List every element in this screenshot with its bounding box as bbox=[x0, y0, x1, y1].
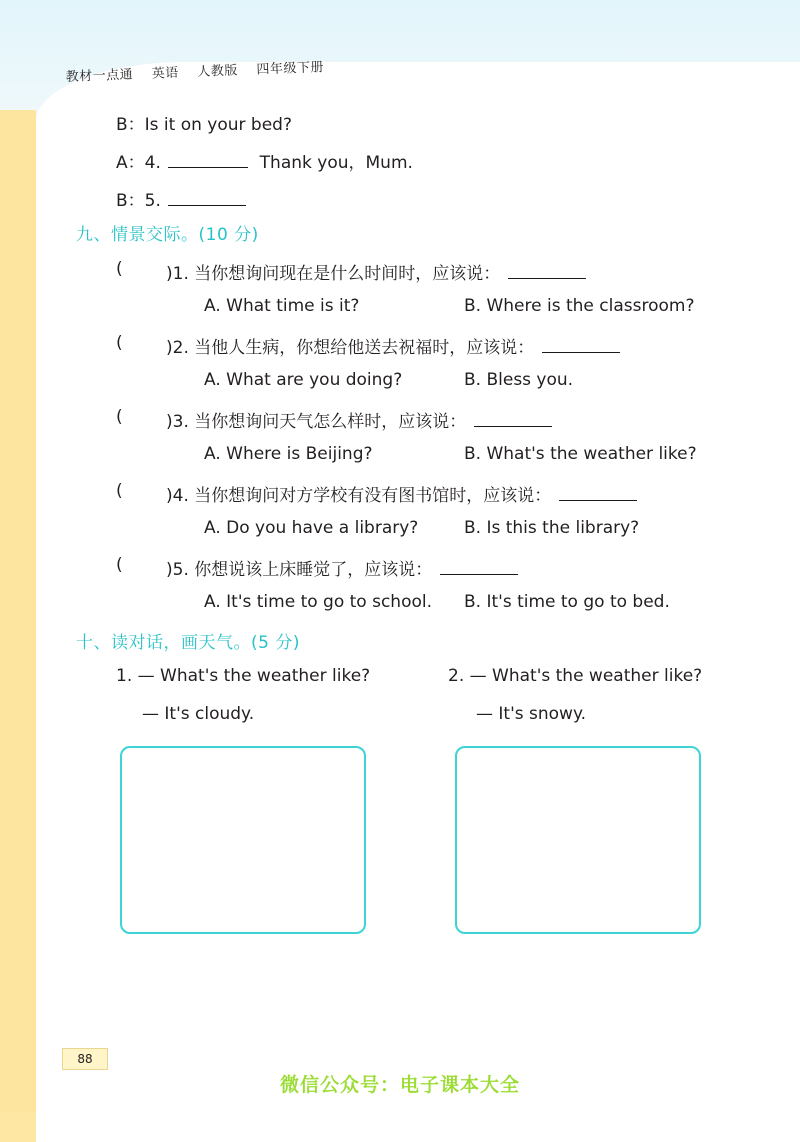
section9-title: 九、情景交际。(10 分) bbox=[76, 225, 259, 245]
item1-option-b[interactable]: B. Where is the classroom? bbox=[464, 296, 695, 316]
item4-blank[interactable] bbox=[559, 499, 637, 501]
answer-paren-1[interactable]: ( bbox=[116, 259, 123, 279]
page-number: 88 bbox=[62, 1048, 108, 1070]
item5-num: )5. bbox=[166, 560, 189, 580]
item2-option-a[interactable]: A. What are you doing? bbox=[204, 370, 403, 390]
item5-question bbox=[166, 555, 518, 580]
item1-option-a[interactable]: A. What time is it? bbox=[204, 296, 360, 316]
answer-paren-3[interactable]: ( bbox=[116, 407, 123, 427]
item2-blank[interactable] bbox=[542, 351, 620, 353]
item3-option-b[interactable]: B. What's the weather like? bbox=[464, 444, 697, 464]
dialogue-a4 bbox=[116, 148, 413, 173]
item1-question bbox=[166, 259, 586, 284]
header-book: 教材一点通 bbox=[65, 67, 134, 85]
q2-answer: — It's snowy. bbox=[476, 704, 586, 724]
answer-paren-5[interactable]: ( bbox=[116, 555, 123, 575]
q1-answer: — It's cloudy. bbox=[142, 704, 255, 724]
answer-paren-2[interactable]: ( bbox=[116, 333, 123, 353]
item3-question bbox=[166, 407, 552, 432]
header-grade: 四年级下册 bbox=[256, 60, 325, 78]
q2-question: 2. — What's the weather like? bbox=[448, 666, 703, 686]
item2-num: )2. bbox=[166, 338, 189, 358]
header-edition: 人教版 bbox=[197, 63, 239, 80]
section10-title: 十、读对话，画天气。(5 分) bbox=[76, 633, 300, 653]
item4-option-a[interactable]: A. Do you have a library? bbox=[204, 518, 419, 538]
item4-question bbox=[166, 481, 637, 506]
item5-prompt: 你想说该上床睡觉了，应该说： bbox=[194, 560, 433, 580]
dialogue-b-question: B：Is it on your bed? bbox=[116, 115, 293, 135]
dialogue-a4-prefix: A：4. bbox=[116, 153, 161, 173]
item5-blank[interactable] bbox=[440, 573, 518, 575]
item3-blank[interactable] bbox=[474, 425, 552, 427]
left-margin-stripe bbox=[0, 110, 36, 1113]
answer-blank-5[interactable] bbox=[168, 204, 246, 206]
answer-blank-4[interactable] bbox=[168, 166, 248, 168]
watermark: 微信公众号：电子课本大全 bbox=[279, 1074, 520, 1096]
dialogue-a4-suffix: Thank you，Mum. bbox=[259, 153, 413, 173]
item3-num: )3. bbox=[166, 412, 189, 432]
answer-paren-4[interactable]: ( bbox=[116, 481, 123, 501]
drawing-box-2[interactable] bbox=[455, 746, 701, 934]
item4-option-b[interactable]: B. Is this the library? bbox=[464, 518, 640, 538]
item3-option-a[interactable]: A. Where is Beijing? bbox=[204, 444, 373, 464]
drawing-box-1[interactable] bbox=[120, 746, 366, 934]
dialogue-b5 bbox=[116, 186, 246, 211]
item1-num: )1. bbox=[166, 264, 189, 284]
item1-blank[interactable] bbox=[508, 277, 586, 279]
item5-option-a[interactable]: A. It's time to go to school. bbox=[204, 592, 433, 612]
item4-num: )4. bbox=[166, 486, 189, 506]
dialogue-b5-prefix: B：5. bbox=[116, 191, 161, 211]
item2-question bbox=[166, 333, 620, 358]
item4-prompt: 当你想询问对方学校有没有图书馆时，应该说： bbox=[194, 486, 552, 506]
header-subject: 英语 bbox=[151, 65, 180, 82]
item5-option-b[interactable]: B. It's time to go to bed. bbox=[464, 592, 670, 612]
item3-prompt: 当你想询问天气怎么样时，应该说： bbox=[194, 412, 467, 432]
item2-option-b[interactable]: B. Bless you. bbox=[464, 370, 574, 390]
item2-prompt: 当他人生病，你想给他送去祝福时，应该说： bbox=[194, 338, 535, 358]
q1-question: 1. — What's the weather like? bbox=[116, 666, 371, 686]
item1-prompt: 当你想询问现在是什么时间时，应该说： bbox=[194, 264, 501, 284]
